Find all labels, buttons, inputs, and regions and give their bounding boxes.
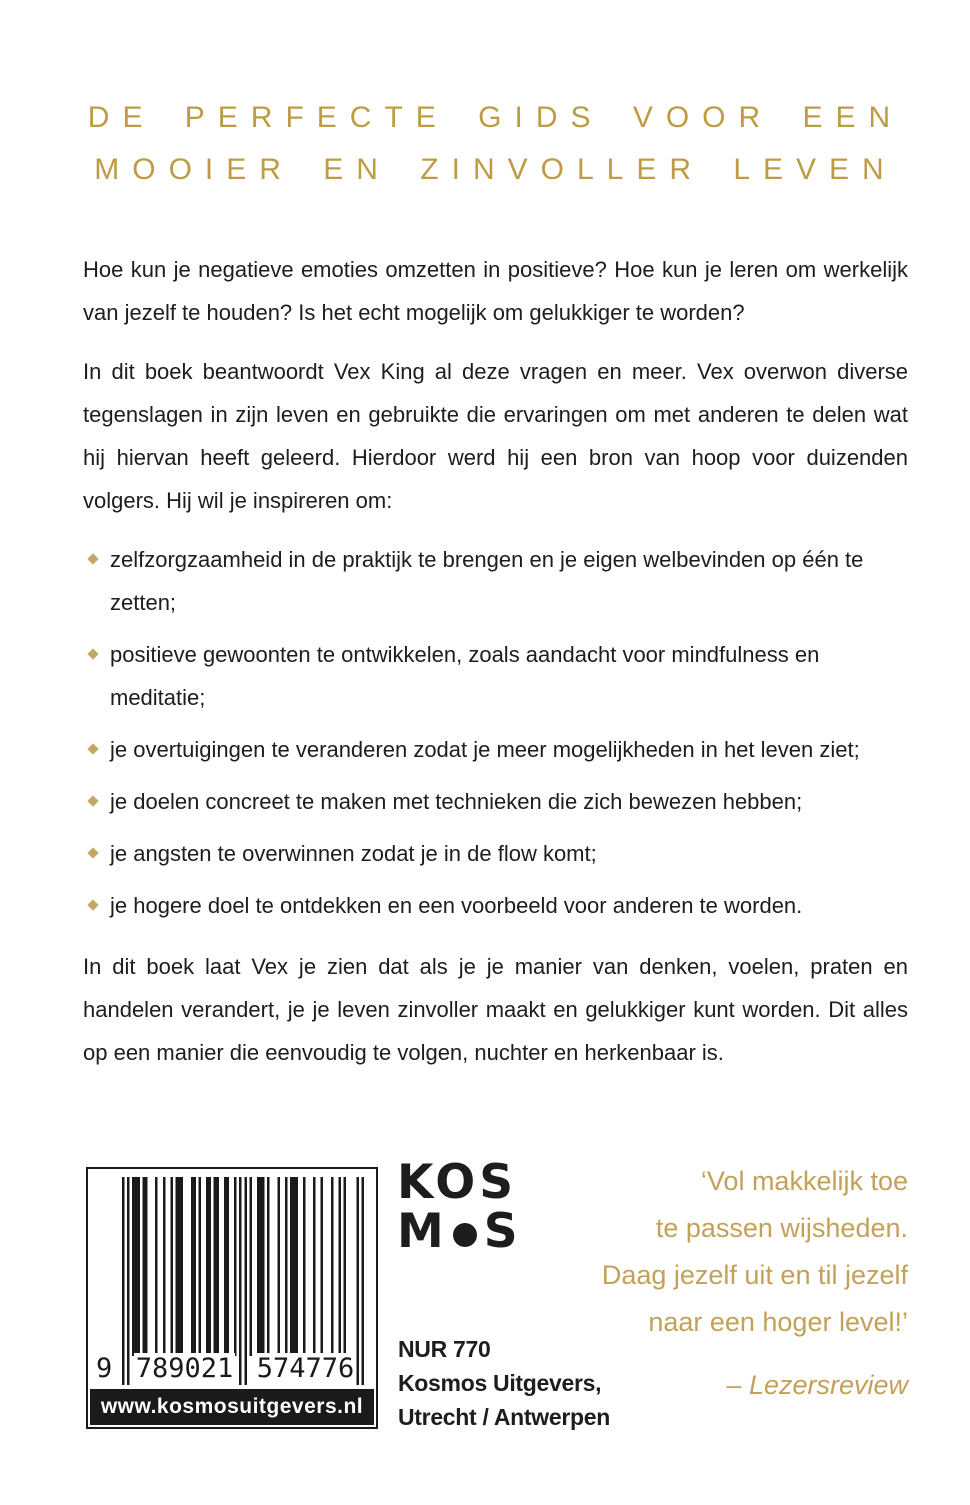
diamond-bullet-icon xyxy=(87,847,98,858)
kosmos-logo xyxy=(397,1155,522,1259)
quote-line: naar een hoger level!’ xyxy=(648,1307,908,1337)
book-back-cover xyxy=(0,92,970,1430)
list-item xyxy=(83,832,908,875)
isbn-digits xyxy=(96,1353,368,1385)
quote-line: te passen wijsheden. xyxy=(655,1213,908,1243)
about-author-paragraph: In dit boek beantwoordt Vex King al deze vragen en meer. Vex overwon diverse tegenslagen in zijn leven en gebruikte die ervaringen om met anderen te delen wat hij hiervan heeft geleerd. Hierdoor werd hij een bron van hoop voor duizenden volgers. Hij wil je inspireren om: xyxy=(83,359,908,513)
nur-code: NUR 770 xyxy=(398,1336,491,1362)
diamond-bullet-icon xyxy=(87,795,98,806)
diamond-bullet-icon xyxy=(87,553,98,564)
publisher-cities: Utrecht / Antwerpen xyxy=(398,1404,610,1430)
barcode-area xyxy=(96,1177,368,1385)
isbn-group-1: 789021 xyxy=(135,1353,234,1384)
kosmos-logo-line-2 xyxy=(397,1204,522,1259)
quote-line: Daag jezelf uit en til jezelf xyxy=(601,1260,908,1290)
list-item-text: je doelen concreet te maken met technieken die zich bewezen hebben; xyxy=(110,789,803,814)
list-item-text: je overtuigingen te veranderen zodat je meer mogelijkheden in het leven ziet; xyxy=(110,737,860,762)
isbn-first-digit: 9 xyxy=(96,1353,113,1384)
title-line-1: DE PERFECTE GIDS VOOR EEN xyxy=(87,101,904,134)
intro-paragraph: Hoe kun je negatieve emoties omzetten in positieve? Hoe kun je leren om werkelijk van jezelf te houden? Is het echt mogelijk om gelukkiger te worden? xyxy=(83,257,908,325)
list-item xyxy=(83,633,908,719)
list-item-text: positieve gewoonten te ontwikkelen, zoals aandacht voor mindfulness en meditatie; xyxy=(110,642,820,710)
title-line-2: MOOIER EN ZINVOLLER LEVEN xyxy=(94,153,897,186)
diamond-bullet-icon xyxy=(87,648,98,659)
bullet-list xyxy=(83,538,908,927)
kosmos-logo-s: S xyxy=(483,1204,522,1259)
isbn-group-2: 574776 xyxy=(256,1353,355,1384)
reader-quote xyxy=(528,1158,908,1409)
page-title xyxy=(83,92,908,196)
list-item xyxy=(83,538,908,624)
list-item-text: je hogere doel te ontdekken en een voorbeeld voor anderen te worden. xyxy=(110,893,803,918)
list-item xyxy=(83,884,908,927)
barcode-block xyxy=(86,1167,378,1429)
closing-paragraph: In dit boek laat Vex je zien dat als je je manier van denken, voelen, praten en handelen verandert, je je leven zinvoller maakt en gelukkiger kunt worden. Dit alles op een manier die eenvoudig te volgen, nuchter en herkenbaar is. xyxy=(83,954,908,1065)
publisher-website: www.kosmosuitgevers.nl xyxy=(90,1389,374,1425)
kosmos-logo-line-1: KOS xyxy=(397,1155,518,1210)
list-item xyxy=(83,728,908,771)
quote-line: ‘Vol makkelijk toe xyxy=(700,1166,908,1196)
kosmos-logo-dot-icon xyxy=(453,1223,477,1247)
publisher-name: Kosmos Uitgevers, xyxy=(398,1370,602,1396)
list-item-text: zelfzorgzaamheid in de praktijk te brengen en je eigen welbevinden op één te zetten; xyxy=(110,547,864,615)
list-item xyxy=(83,780,908,823)
kosmos-logo-m: M xyxy=(397,1204,448,1259)
list-item-text: je angsten te overwinnen zodat je in de flow komt; xyxy=(110,841,597,866)
diamond-bullet-icon xyxy=(87,899,98,910)
quote-attribution: – Lezersreview xyxy=(726,1370,908,1400)
diamond-bullet-icon xyxy=(87,743,98,754)
blurb xyxy=(83,248,908,1074)
